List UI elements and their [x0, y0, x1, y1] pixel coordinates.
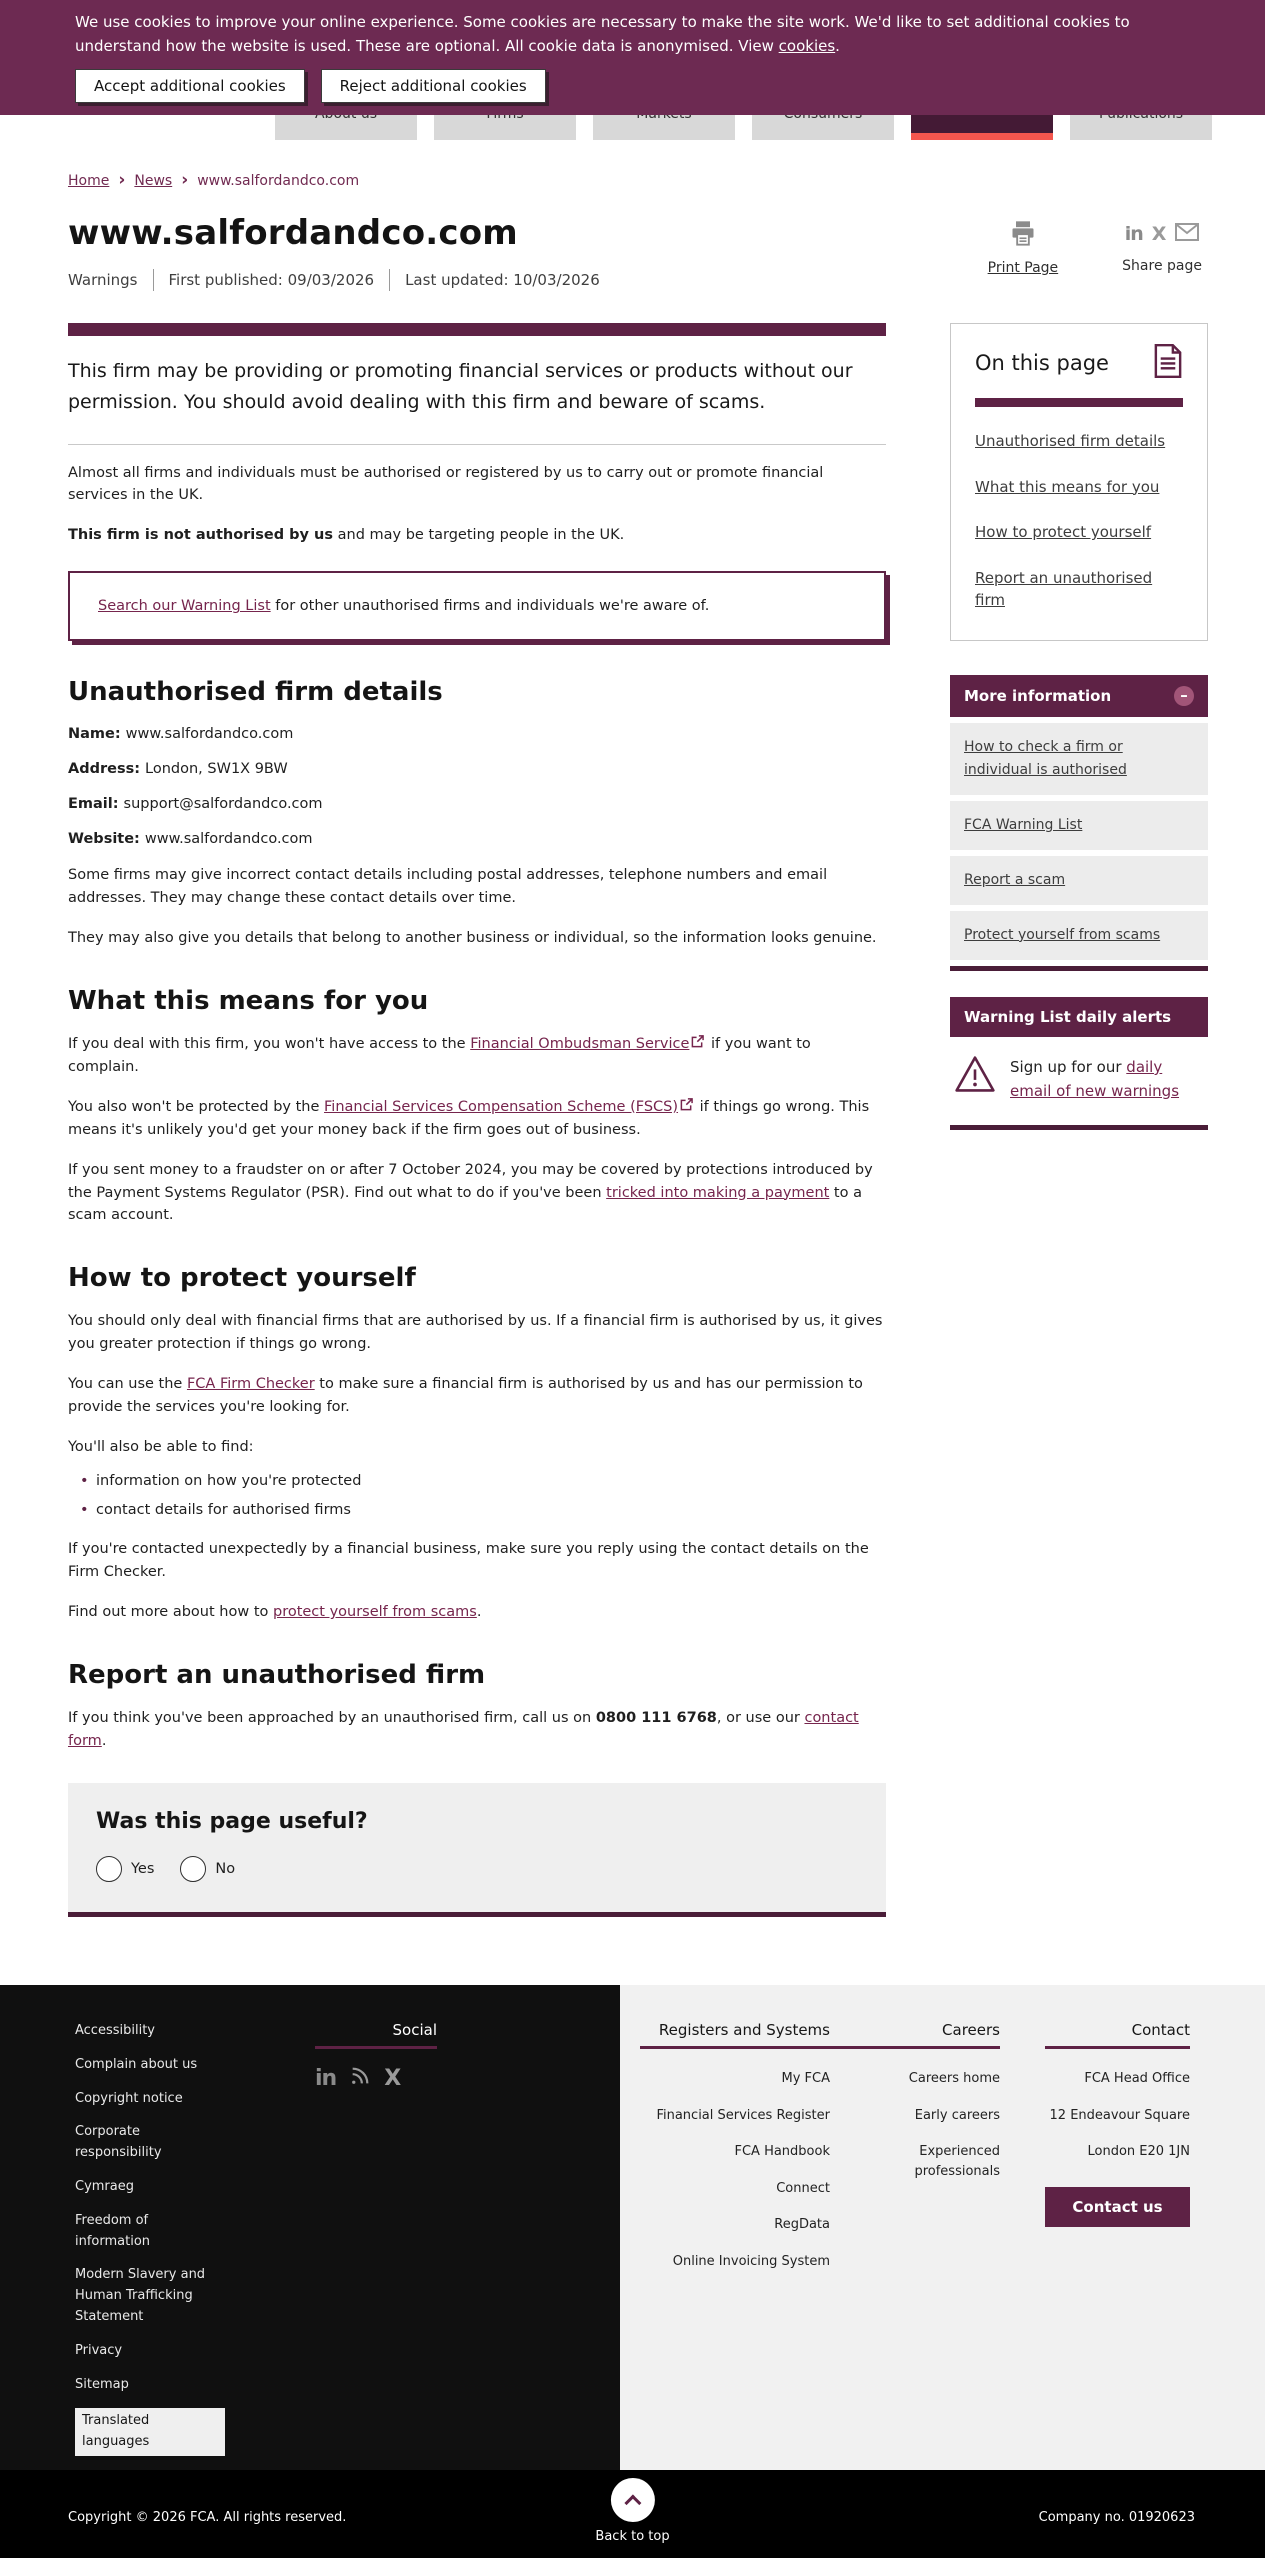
footer-careers-title: Careers	[942, 2021, 1000, 2039]
accent-bar	[950, 1125, 1208, 1130]
cookie-message-suffix: .	[835, 37, 840, 56]
more-info-row	[950, 723, 1208, 795]
more-info-row	[950, 801, 1208, 850]
more-info-row	[950, 911, 1208, 960]
document-icon	[1153, 344, 1183, 382]
feedback-panel	[68, 1783, 886, 1917]
footer-link-freedom-of-information[interactable]: Freedom of information	[75, 2212, 151, 2249]
footer-social-title: Social	[392, 2021, 437, 2039]
contact-form-link[interactable]: contact form	[68, 1710, 859, 1749]
daily-alerts-header	[950, 997, 1208, 1037]
more-info-row	[950, 856, 1208, 905]
cookie-message-text: We use cookies to improve your online experience. Some cookies are necessary to make the site work. We'd like to set additional cookies to understand how the website is used. These are optional. All cookie data is anonymised. View	[75, 13, 1130, 56]
cookies-link[interactable]: cookies	[778, 37, 836, 56]
means-p1-text: If you deal with this firm, you won't have access to the	[68, 1035, 471, 1052]
alerts-text-pre: Sign up for our	[1010, 1057, 1127, 1076]
warning-list-callout	[68, 571, 886, 641]
email-icon[interactable]	[1175, 223, 1199, 245]
contact-us-button[interactable]: Contact us	[1045, 2187, 1190, 2227]
firm-website-row	[68, 831, 886, 847]
protect-paragraph-4: If you're contacted unexpectedly by a financial business, make sure you reply using the contact details on the Firm Checker.	[68, 1541, 869, 1581]
cookie-message	[75, 10, 1160, 59]
breadcrumb-news[interactable]: News	[134, 172, 173, 189]
footer-registers-title: Registers and Systems	[658, 2021, 830, 2039]
page-header	[68, 213, 1208, 291]
list-item: • contact details for authorised firms	[96, 1500, 886, 1522]
print-page-label[interactable]: Print Page	[987, 260, 1059, 276]
page-title: www.salfordandco.com	[68, 213, 518, 253]
means-paragraph-2	[68, 1096, 886, 1142]
footer-link-accessibility[interactable]: Accessibility	[75, 2023, 155, 2038]
on-this-page-header	[975, 344, 1183, 382]
email-label: Email:	[68, 796, 119, 813]
accept-cookies-button[interactable]: Accept additional cookies	[75, 69, 305, 103]
footer-link-early-careers[interactable]: Early careers	[914, 2107, 1000, 2123]
footer-link-careers-home[interactable]: Careers home	[908, 2071, 1000, 2086]
external-link-icon	[680, 1096, 693, 1119]
divider	[68, 444, 886, 445]
footer-link-cymraeg[interactable]: Cymraeg	[75, 2178, 134, 2194]
footer	[0, 1985, 1265, 2558]
financial-ombudsman-link[interactable]: Financial Ombudsman Service	[470, 1035, 690, 1052]
check-authorised-link[interactable]: How to check a firm or individual is authorised	[964, 738, 1127, 778]
footer-link-my-fca[interactable]: My FCA	[781, 2071, 830, 2086]
website-value: www.salfordandco.com	[144, 831, 313, 848]
accent-bar	[68, 323, 886, 336]
more-information-box	[950, 675, 1208, 971]
details-paragraph-1: Some firms may give incorrect contact details including postal addresses, telephone numbers and email addresses. They may change these contact details over time.	[68, 867, 828, 907]
firm-email-row	[68, 796, 886, 812]
print-action[interactable]	[988, 219, 1059, 276]
section-unauthorised-firm-details: Unauthorised firm details	[68, 677, 443, 708]
means-p2-post: if things go wrong. This means it's unlikely you'd get your money back if the firm goes out of business.	[68, 1098, 870, 1138]
on-this-page-box	[950, 323, 1208, 641]
footer-link-connect[interactable]: Connect	[776, 2180, 830, 2196]
linkedin-icon[interactable]: in	[315, 2065, 337, 2091]
list-item: • information on how you're protected	[96, 1471, 886, 1493]
content-container	[68, 172, 1208, 1917]
means-p3-text: If you sent money to a fraudster on or after 7 October 2024, you may be covered by protections introduced by the Payment Systems Regulator (PSR). Find out what to do if you've been	[68, 1161, 873, 1201]
chevron-right-icon: ›	[118, 170, 126, 190]
onpage-link-protect-yourself[interactable]: How to protect yourself	[975, 523, 1152, 541]
footer-social	[315, 2021, 437, 2091]
breadcrumb	[68, 172, 1208, 189]
more-information-title: More information	[964, 686, 1112, 705]
meta-divider	[153, 269, 154, 291]
report-a-scam-link[interactable]: Report a scam	[964, 871, 1066, 888]
footer-contact-title: Contact	[1131, 2021, 1190, 2039]
footer-link-complain[interactable]: Complain about us	[75, 2056, 198, 2072]
protect-yourself-scams-link[interactable]: protect yourself from scams	[272, 1604, 477, 1621]
protect-paragraph-3: You'll also be able to find:	[68, 1438, 254, 1455]
tricked-into-payment-link[interactable]: tricked into making a payment	[606, 1184, 830, 1201]
name-value: www.salfordandco.com	[125, 726, 294, 743]
chevron-right-icon: ›	[181, 170, 189, 190]
more-information-header[interactable]	[950, 675, 1208, 717]
footer-link-corporate-responsibility[interactable]: Corporate responsibility	[75, 2124, 162, 2161]
not-authorised-paragraph	[68, 524, 886, 547]
meta-divider	[389, 269, 390, 291]
daily-alerts-body	[950, 1037, 1208, 1119]
section-report-unauthorised-firm: Report an unauthorised firm	[68, 1660, 486, 1691]
means-p2-text: You also won't be protected by the	[68, 1098, 325, 1115]
footer-link-online-invoicing[interactable]: Online Invoicing System	[672, 2253, 830, 2269]
footer-body	[0, 1985, 1265, 2470]
external-link-icon	[691, 1033, 704, 1056]
warning-list-callout-text: for other unauthorised firms and individuals we're aware of.	[270, 598, 710, 615]
page-actions	[988, 219, 1202, 276]
footer-contact-address-1: 12 Endeavour Square	[1049, 2107, 1190, 2123]
daily-alerts-text	[1010, 1055, 1204, 1103]
breadcrumb-home[interactable]: Home	[68, 172, 110, 189]
protect-from-scams-link[interactable]: Protect yourself from scams	[964, 926, 1161, 943]
footer-contact-office: FCA Head Office	[1084, 2071, 1190, 2086]
breadcrumb-current: www.salfordandco.com	[197, 172, 360, 189]
main-column	[68, 323, 886, 1917]
footer-link-translated-languages[interactable]: Translated languages	[75, 2408, 225, 2456]
last-updated: Last updated: 10/03/2026	[405, 271, 600, 289]
accent-bar	[975, 398, 1183, 407]
daily-alerts-title: Warning List daily alerts	[964, 1007, 1172, 1026]
footer-link-sitemap[interactable]: Sitemap	[75, 2376, 129, 2392]
fca-warning-list-link[interactable]: FCA Warning List	[964, 816, 1083, 833]
name-label: Name:	[68, 726, 121, 743]
feedback-no-option[interactable]	[180, 1856, 235, 1882]
footer-bottom-bar	[0, 2470, 1265, 2558]
footer-link-modern-slavery[interactable]: Modern Slavery and Human Trafficking Statement	[75, 2267, 206, 2324]
rss-icon[interactable]	[349, 2065, 371, 2091]
copyright-text: Copyright © 2026 FCA. All rights reserved.	[68, 2510, 347, 2525]
protect-paragraph-5	[68, 1601, 886, 1624]
email-value: support@salfordandco.com	[123, 796, 323, 813]
cookie-banner	[0, 0, 1265, 115]
report-paragraph	[68, 1707, 886, 1753]
footer-careers	[830, 2021, 1000, 2198]
accent-bar	[1045, 2046, 1190, 2049]
footer-contact-address-2: London E20 1JN	[1087, 2144, 1190, 2159]
footer-contact	[1045, 2021, 1190, 2227]
search-warning-list-link[interactable]: Search our Warning List	[98, 598, 271, 615]
feedback-options	[96, 1856, 858, 1882]
share-page-label: Share page	[1122, 258, 1202, 274]
report-post: .	[101, 1732, 107, 1749]
firm-address-row	[68, 761, 886, 777]
first-published: First published: 09/03/2026	[168, 271, 375, 289]
details-paragraph-2: They may also give you details that belong to another business or individual, so the information looks genuine.	[68, 930, 877, 947]
columns	[68, 323, 1208, 1917]
radio-yes-label: Yes	[131, 1860, 155, 1877]
means-p3-post: to a scam account.	[68, 1184, 862, 1224]
accent-bar	[830, 2046, 1000, 2049]
address-label: Address:	[68, 761, 141, 778]
radio-no[interactable]	[180, 1856, 206, 1882]
daily-alerts-box	[950, 997, 1208, 1130]
category-label[interactable]: Warnings	[68, 271, 138, 289]
feedback-yes-option[interactable]	[96, 1856, 154, 1882]
website-label: Website:	[68, 831, 140, 848]
accent-bar	[315, 2046, 437, 2049]
phone-number: 0800 111 6768	[595, 1710, 717, 1727]
not-authorised-bold: This firm is not authorised by us	[68, 527, 334, 544]
footer-link-privacy[interactable]: Privacy	[75, 2342, 123, 2358]
radio-yes[interactable]	[96, 1856, 122, 1882]
means-p1-post: if you want to complain.	[68, 1035, 811, 1075]
on-this-page-title: On this page	[975, 351, 1109, 375]
x-icon[interactable]: X	[384, 2065, 402, 2091]
footer-link-regdata[interactable]: RegData	[774, 2217, 830, 2232]
means-paragraph-3	[68, 1159, 886, 1228]
share-action	[1122, 219, 1202, 276]
fscs-link[interactable]: Financial Services Compensation Scheme (FSCS)	[324, 1098, 679, 1115]
warning-lead: This firm may be providing or promoting financial services or products without our permission. You should avoid dealing with this firm and beware of scams.	[68, 360, 853, 413]
footer-link-copyright[interactable]: Copyright notice	[75, 2090, 183, 2106]
means-paragraph-1	[68, 1033, 886, 1079]
protect-bullet-list	[68, 1471, 886, 1522]
footer-link-fca-handbook[interactable]: FCA Handbook	[734, 2144, 830, 2159]
footer-legal-links	[75, 2021, 225, 2469]
onpage-link-firm-details[interactable]: Unauthorised firm details	[975, 432, 1166, 450]
x-icon[interactable]: X	[1151, 223, 1167, 245]
company-number: Company no. 01920623	[1038, 2510, 1195, 2525]
protect-p5-post: .	[476, 1604, 482, 1621]
section-how-to-protect: How to protect yourself	[68, 1263, 416, 1294]
footer-link-experienced-professionals[interactable]: Experienced professionals	[914, 2144, 1000, 2179]
back-to-top[interactable]	[595, 2478, 669, 2544]
address-value: London, SW1X 9BW	[145, 761, 288, 778]
fca-firm-checker-link[interactable]: FCA Firm Checker	[186, 1376, 315, 1393]
report-mid: , or use our	[716, 1710, 805, 1727]
collapse-minus-icon[interactable]: –	[1174, 686, 1194, 706]
cookie-buttons	[75, 69, 1225, 103]
protect-p2-text: You can use the	[68, 1376, 187, 1393]
report-text: If you think you've been approached by an unauthorised firm, call us on	[68, 1710, 596, 1727]
protect-p2-post: to make sure a financial firm is authorised by us and has our permission to provide the services you're looking for.	[68, 1376, 863, 1416]
onpage-link-what-this-means[interactable]: What this means for you	[975, 477, 1160, 496]
print-icon	[1009, 232, 1037, 251]
social-icons	[315, 2065, 437, 2091]
accent-bar	[950, 966, 1208, 971]
protect-p5-text: Find out more about how to	[68, 1604, 273, 1621]
protect-paragraph-1: You should only deal with financial firms that are authorised by us. If a financial firm is authorised by us, it gives you greater protection if things go wrong.	[68, 1313, 883, 1353]
daily-email-link[interactable]: daily email of new warnings	[1010, 1057, 1180, 1100]
reject-cookies-button[interactable]: Reject additional cookies	[321, 69, 546, 103]
onpage-link-report-firm[interactable]: Report an unauthorised firm	[975, 568, 1153, 609]
sidebar	[950, 323, 1208, 1130]
accent-bar	[640, 2046, 830, 2049]
feedback-question: Was this page useful?	[96, 1808, 368, 1834]
footer-link-fs-register[interactable]: Financial Services Register	[656, 2107, 830, 2123]
chevron-up-icon[interactable]	[611, 2478, 655, 2522]
linkedin-icon[interactable]: in	[1124, 223, 1143, 245]
protect-paragraph-2	[68, 1373, 886, 1419]
intro-paragraph: Almost all firms and individuals must be authorised or registered by us to carry out or promote financial services in the UK.	[68, 464, 824, 504]
warning-triangle-icon	[954, 1055, 996, 1097]
footer-registers	[640, 2021, 830, 2288]
share-icons	[1122, 219, 1202, 249]
back-to-top-label: Back to top	[595, 2529, 670, 2544]
radio-no-label: No	[215, 1860, 236, 1877]
section-what-this-means: What this means for you	[68, 985, 429, 1016]
not-authorised-rest: and may be targeting people in the UK.	[333, 527, 625, 544]
firm-name-row	[68, 726, 886, 742]
